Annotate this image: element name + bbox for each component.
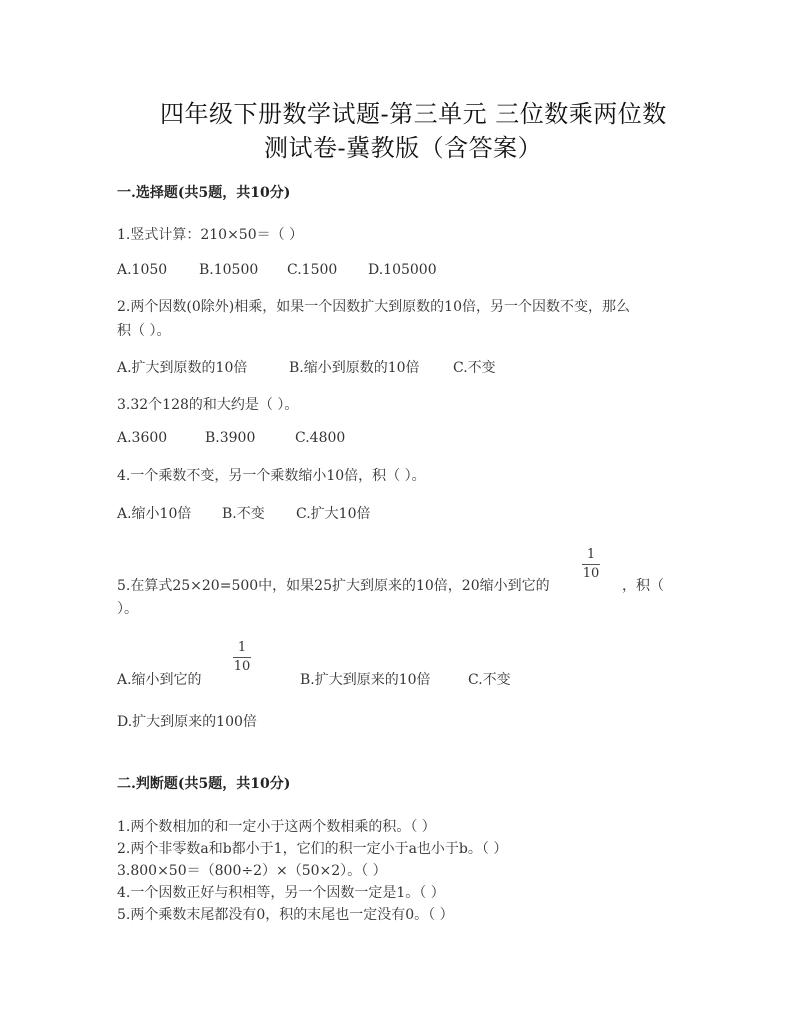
q5-option-a: A.缩小到它的 xyxy=(117,672,202,688)
q5-fraction-numerator: 1 xyxy=(586,547,596,562)
q1-option-d: D.105000 xyxy=(368,262,437,278)
question-2-line-2: 积（ ）。 xyxy=(117,323,171,339)
question-1: 1.竖式计算：210×50＝（ ） xyxy=(117,227,304,243)
q2-option-a: A.扩大到原数的10倍 xyxy=(117,360,248,376)
q4-option-b: B.不变 xyxy=(222,506,265,522)
question-3: 3.32个128的和大约是（ ）。 xyxy=(117,397,299,413)
q5-fraction xyxy=(582,548,600,581)
q5-fraction-bar xyxy=(582,564,600,565)
question-5-line-2: ）。 xyxy=(117,601,138,617)
q5-option-a-fraction-bar xyxy=(233,657,251,658)
q5-option-a-fraction-numerator: 1 xyxy=(237,640,247,655)
q3-option-c: C.4800 xyxy=(295,430,346,446)
q5-option-b: B.扩大到原来的10倍 xyxy=(300,672,431,688)
q1-option-a: A.1050 xyxy=(117,262,168,278)
q2-option-c: C.不变 xyxy=(453,360,496,376)
q5-option-a-fraction xyxy=(233,641,251,674)
q3-option-a: A.3600 xyxy=(117,430,168,446)
judgment-item-4: 4.一个因数正好与积相等，另一个因数一定是1。（ ） xyxy=(117,885,445,901)
q3-option-b: B.3900 xyxy=(205,430,256,446)
q5-option-c: C.不变 xyxy=(468,672,511,688)
q5-option-d: D.扩大到原来的100倍 xyxy=(117,714,257,730)
q5-fraction-denominator: 10 xyxy=(582,566,600,581)
judgment-item-1: 1.两个数相加的和一定小于这两个数相乘的积。（ ） xyxy=(117,819,436,835)
question-4: 4.一个乘数不变，另一个乘数缩小10倍，积（ ）。 xyxy=(117,468,426,484)
question-5-part-2: ，积（ xyxy=(622,578,664,594)
title-line-2: 测试卷-冀教版（含答案） xyxy=(264,134,543,162)
q5-option-a-fraction-denominator: 10 xyxy=(233,659,251,674)
title-line-1: 四年级下册数学试题-第三单元 三位数乘两位数 xyxy=(160,100,667,128)
question-5-part-1: 5.在算式25×20=500中，如果25扩大到原来的10倍，20缩小到它的 xyxy=(117,578,550,594)
section-2-heading: 二.判断题(共5题，共10分) xyxy=(117,776,291,792)
question-2-line-1: 2.两个因数(0除外)相乘，如果一个因数扩大到原数的10倍，另一个因数不变，那么 xyxy=(117,299,631,315)
q2-option-b: B.缩小到原数的10倍 xyxy=(289,360,420,376)
judgment-item-3: 3.800×50＝（800÷2）×（50×2）。（ ） xyxy=(117,863,387,879)
section-1-heading: 一.选择题(共5题，共10分) xyxy=(117,185,291,201)
q4-option-a: A.缩小10倍 xyxy=(117,506,192,522)
q4-option-c: C.扩大10倍 xyxy=(296,506,371,522)
judgment-item-2: 2.两个非零数a和b都小于1，它们的积一定小于a也小于b。（ ） xyxy=(117,841,508,857)
judgment-item-5: 5.两个乘数末尾都没有0，积的末尾也一定没有0。（ ） xyxy=(117,907,454,923)
q1-option-c: C.1500 xyxy=(287,262,338,278)
q1-option-b: B.10500 xyxy=(199,262,259,278)
